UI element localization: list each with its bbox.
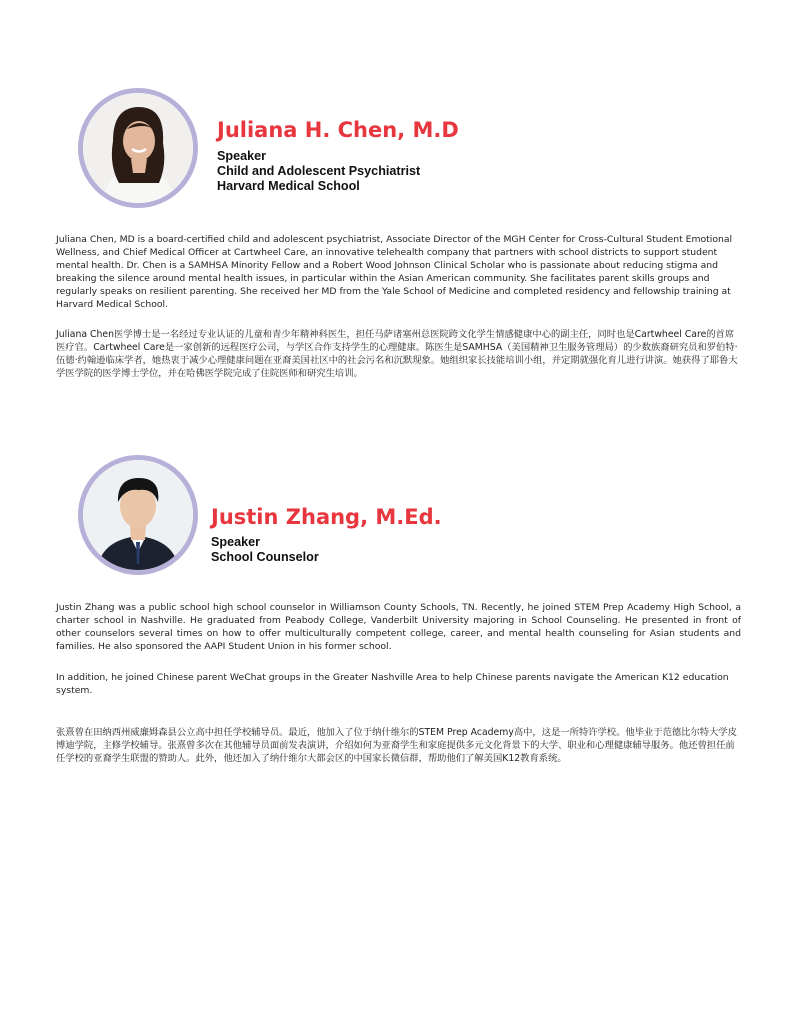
speaker-name: Juliana H. Chen, M.D [217, 118, 459, 142]
bio-english: Justin Zhang was a public school high school counselor in Williamson County Schools, TN. Recently, he joined STEM Prep Academy High School, a charter school in Nashville. He graduated from Peabody College, Vanderbilt University majoring in School Counseling. He presented in front of other counselors several times on how to offer multiculturally competent college, career, and mental health counseling for Asian students and families. He also sponsored the AAPI Student Union in his former school. [56, 602, 741, 653]
bio-chinese: Juliana Chen医学博士是一名经过专业认证的儿童和青少年精神科医生，担任马萨诸塞州总医院跨文化学生情感健康中心的副主任，同时也是Cartwheel Care的首席医疗官。Cartwheel Care是一家创新的远程医疗公司，与学区合作支持学生的心理健康。陈医生是SAMHSA（美国精神卫生服务管理局）的少数族裔研究员和罗伯特·伍德·约翰逊临床学者，她热衷于减少心理健康问题在亚裔美国社区中的社会污名和沉默现象。她组织家长技能培训小组，并定期就强化育儿进行讲演。她获得了耶鲁大学医学院的医学博士学位，并在哈佛医学院完成了住院医师和研究生培训。 [56, 329, 738, 380]
avatar [78, 88, 198, 208]
speaker-role: Speaker [217, 149, 267, 163]
speaker-affiliation: Harvard Medical School [217, 179, 360, 193]
speaker-name: Justin Zhang, M.Ed. [211, 505, 442, 529]
speaker-photo [83, 93, 193, 203]
bio-english: Juliana Chen, MD is a board-certified child and adolescent psychiatrist, Associate Director of the MGH Center for Cross-Cultural Student Emotional Wellness, and Chief Medical Officer at Cartwheel Care, an innovative telehealth company that partners with school districts to support student mental health. Dr. Chen is a SAMHSA Minority Fellow and a Robert Wood Johnson Clinical Scholar who is passionate about reducing stigma and breaking the silence around mental health issues, in particular within the Asian American community. She facilitates parent skills groups and regularly speaks on resilient parenting. She received her MD from the Yale School of Medicine and completed residency and fellowship training at Harvard Medical School. [56, 234, 733, 311]
avatar [78, 455, 198, 575]
bio-english-continued: In addition, he joined Chinese parent WeChat groups in the Greater Nashville Area to help Chinese parents navigate the American K12 education system. [56, 672, 729, 697]
bio-chinese: 张熹曾在田纳西州威廉姆森县公立高中担任学校辅导员。最近，他加入了位于纳什维尔的STEM Prep Academy高中，这是一所特许学校。他毕业于范德比尔特大学皮博迪学院，主修学校辅导。张熹曾多次在其他辅导员面前发表演讲，介绍如何为亚裔学生和家庭提供多元文化背景下的大学、职业和心理健康辅导服务。他还曾担任前任学校的亚裔学生联盟的赞助人。此外，他还加入了纳什维尔大都会区的中国家长微信群，帮助他们了解美国K12教育系统。 [56, 727, 737, 765]
portrait-woman-photo [83, 93, 193, 203]
portrait-man-photo [83, 460, 193, 570]
speaker-title: School Counselor [211, 550, 319, 564]
speaker-title: Child and Adolescent Psychiatrist [217, 164, 421, 178]
speaker-photo [83, 460, 193, 570]
speaker-role: Speaker [211, 535, 261, 549]
